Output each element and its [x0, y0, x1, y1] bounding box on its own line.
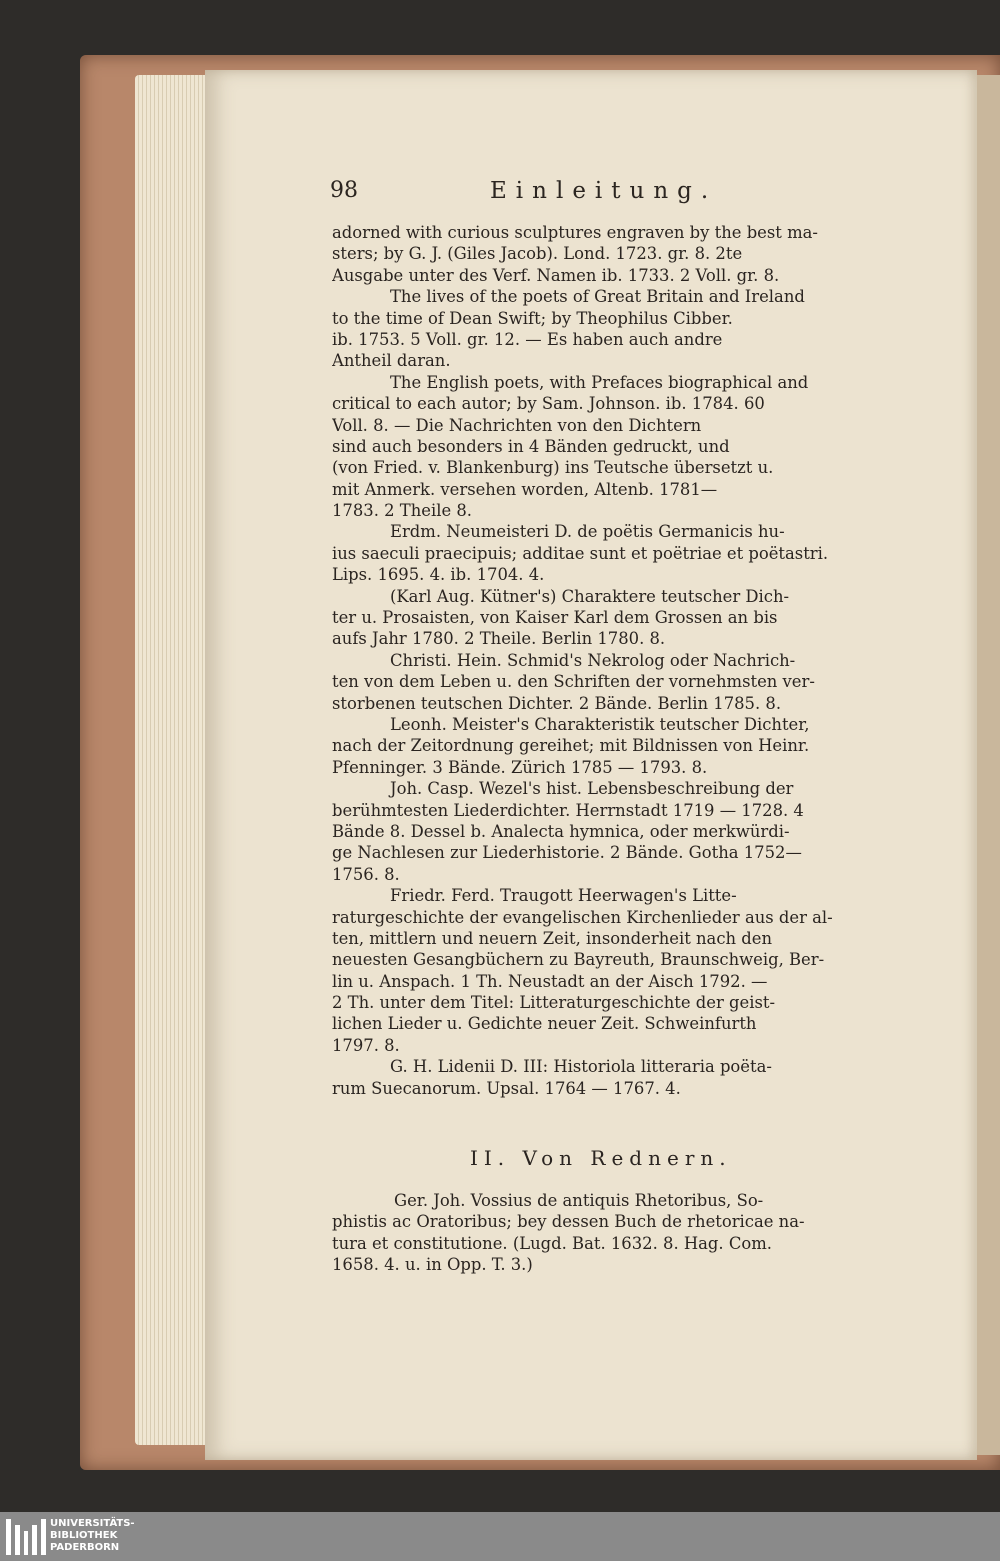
text-line: 1783. 2 Theile 8. [332, 501, 472, 521]
text-line: 1658. 4. u. in Opp. T. 3.) [332, 1255, 533, 1275]
text-line: 1756. 8. [332, 864, 400, 884]
facing-page-edge [977, 75, 1000, 1455]
library-name [50, 1518, 135, 1554]
text-line: lin u. Anspach. 1 Th. Neustadt an der Aisch 1792. — [332, 971, 768, 991]
text-line: adorned with curious sculptures engraven by the best ma- [332, 223, 818, 242]
text-line: ter u. Prosaisten, von Kaiser Karl dem Grossen an bis [332, 608, 778, 628]
library-bars-icon [6, 1519, 46, 1555]
text-line: lichen Lieder u. Gedichte neuer Zeit. Schweinfurth [332, 1014, 757, 1034]
text-line: ib. 1753. 5 Voll. gr. 12. — Es haben auch andre [332, 329, 723, 349]
text-line: The English poets, with Prefaces biographical and [390, 372, 809, 392]
text-line: Christi. Hein. Schmid's Nekrolog oder Nachrich- [390, 650, 796, 670]
text-line: Erdm. Neumeisteri D. de poëtis Germanicis hu- [390, 522, 785, 542]
section-heading: II. Von Rednern. [470, 1146, 732, 1170]
library-footer [0, 1512, 1000, 1561]
text-line: aufs Jahr 1780. 2 Theile. Berlin 1780. 8. [332, 629, 666, 649]
text-line: Ausgabe unter des Verf. Namen ib. 1733. 2 Voll. gr. 8. [332, 265, 780, 285]
text-line: Joh. Casp. Wezel's hist. Lebensbeschreibung der [390, 779, 794, 799]
text-line: Antheil daran. [332, 351, 451, 371]
text-line: Pfenninger. 3 Bände. Zürich 1785 — 1793. 8. [332, 757, 708, 777]
page-header [330, 178, 910, 218]
text-line: rum Suecanorum. Upsal. 1764 — 1767. 4. [332, 1078, 681, 1098]
text-line: to the time of Dean Swift; by Theophilus Cibber. [332, 308, 733, 328]
text-line: Lips. 1695. 4. ib. 1704. 4. [332, 565, 545, 585]
text-line: nach der Zeitordnung gereihet; mit Bildnissen von Heinr. [332, 736, 810, 756]
text-line: sters; by G. J. (Giles Jacob). Lond. 1723. gr. 8. 2te [332, 244, 743, 264]
library-name-line: UNIVERSITÄTS- [50, 1518, 135, 1529]
text-line: Bände 8. Dessel b. Analecta hymnica, oder merkwürdi- [332, 821, 790, 841]
text-line: berühmtesten Liederdichter. Herrnstadt 1719 — 1728. 4 [332, 800, 804, 820]
page-number: 98 [330, 178, 358, 203]
text-line: ten, mittlern und neuern Zeit, insonderheit nach den [332, 928, 773, 948]
text-line: (von Fried. v. Blankenburg) ins Teutsche übersetzt u. [332, 458, 774, 478]
text-line: 1797. 8. [332, 1035, 400, 1055]
text-line: G. H. Lidenii D. III: Historiola litteraria poëta- [390, 1057, 772, 1077]
text-line: mit Anmerk. versehen worden, Altenb. 1781— [332, 479, 718, 499]
text-line: The lives of the poets of Great Britain and Ireland [390, 287, 805, 307]
text-line: ge Nachlesen zur Liederhistorie. 2 Bände. Gotha 1752— [332, 843, 802, 863]
running-title: Einleitung. [490, 178, 718, 204]
text-line: Voll. 8. — Die Nachrichten von den Dichtern [332, 415, 702, 435]
text-line: neuesten Gesangbüchern zu Bayreuth, Braunschweig, Ber- [332, 950, 825, 970]
text-line: tura et constitutione. (Lugd. Bat. 1632. 8. Hag. Com. [332, 1233, 773, 1253]
text-line: ten von dem Leben u. den Schriften der vornehmsten ver- [332, 672, 815, 692]
text-line: phistis ac Oratoribus; bey dessen Buch de rhetoricae na- [332, 1212, 805, 1232]
text-line: storbenen teutschen Dichter. 2 Bände. Berlin 1785. 8. [332, 693, 782, 713]
text-line: raturgeschichte der evangelischen Kirchenlieder aus der al- [332, 907, 833, 927]
text-line: Ger. Joh. Vossius de antiquis Rhetoribus, So- [394, 1191, 764, 1210]
text-line: 2 Th. unter dem Titel: Litteraturgeschichte der geist- [332, 993, 775, 1013]
text-line: Leonh. Meister's Charakteristik teutscher Dichter, [390, 714, 810, 734]
text-line: (Karl Aug. Kütner's) Charaktere teutscher Dich- [390, 586, 790, 606]
text-line: Friedr. Ferd. Traugott Heerwagen's Litte- [390, 886, 737, 906]
text-line: ius saeculi praecipuis; additae sunt et poëtriae et poëtastri. [332, 543, 829, 563]
section-text [332, 1190, 908, 1276]
body-text [332, 222, 908, 1099]
library-name-line: BIBLIOTHEK [50, 1530, 118, 1541]
text-line: sind auch besonders in 4 Bänden gedruckt, und [332, 436, 730, 456]
text-line: critical to each autor; by Sam. Johnson. ib. 1784. 60 [332, 394, 765, 414]
library-name-line: PADERBORN [50, 1542, 120, 1553]
